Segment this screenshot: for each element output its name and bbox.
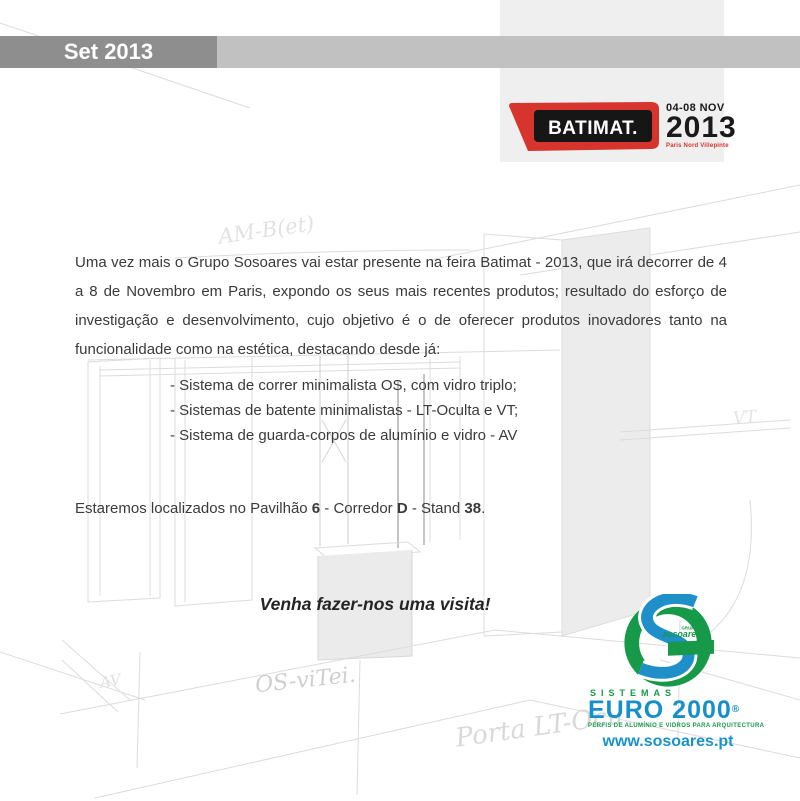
batimat-dates <box>666 102 737 149</box>
sosoares-logo-block <box>588 594 765 751</box>
invitation-text: Venha fazer-nos uma visita! <box>259 594 491 614</box>
header-bar <box>0 36 800 68</box>
stand-number: 38 <box>464 500 482 517</box>
website-link[interactable]: www.sosoares.pt <box>602 733 734 750</box>
grupo-sosoares-gs-icon <box>619 594 717 692</box>
sketch-annotation: AV <box>98 670 123 692</box>
pavilion-number: 6 <box>311 500 321 517</box>
batimat-venue: Paris Nord Villepinte <box>666 143 729 149</box>
euro2000-brand <box>588 698 748 722</box>
grupo-label: GRUPO <box>681 625 698 631</box>
batimat-name: BATIMAT. <box>548 118 638 139</box>
location-text: . <box>481 500 486 517</box>
euro2000-label: EURO 2000 <box>588 696 732 724</box>
batimat-flag-icon <box>505 98 665 156</box>
sketch-annotation: AM-B(et) <box>216 211 316 249</box>
registered-mark: ® <box>731 704 740 715</box>
intro-paragraph: Uma vez mais o Grupo Sosoares vai estar presente na feira Batimat - 2013, que irá decorrer de 4 a 8 de Novembro em Paris, expondo os seus mais recentes produtos; resultado do esforço de investigação e desenvolvimento, cujo objetivo é o de oferecer produtos inovadores tanto na funcionalidade como na estética, destacando desde já: <box>75 254 727 358</box>
list-item: - Sistema de correr minimalista OS, com vidro triplo; <box>170 377 517 394</box>
sosoares-label: sosoares <box>662 629 702 640</box>
batimat-date-range: 04-08 NOV <box>666 102 725 114</box>
list-item: - Sistema de guarda-corpos de alumínio e vidro - AV <box>170 427 518 444</box>
issue-date-label: Set 2013 <box>0 36 217 68</box>
product-list <box>170 373 518 448</box>
sketch-annotation: Porta LT-Ocu <box>453 700 626 754</box>
batimat-logo <box>505 98 737 156</box>
location-text: - Corredor <box>320 500 397 517</box>
corridor-letter: D <box>396 500 408 517</box>
sistemas-label: SISTEMAS <box>590 688 677 698</box>
location-text: - Stand <box>407 500 465 517</box>
sketch-annotation: VT <box>732 407 758 429</box>
batimat-year: 2013 <box>666 111 737 144</box>
sketch-annotation: OS-viTei. <box>253 662 357 699</box>
location-text: Estaremos localizados no Pavilhão <box>75 500 312 517</box>
stand-location <box>75 500 485 517</box>
brand-tagline: PERFIS DE ALUMÍNIO E VIDROS PARA ARQUITECTURA <box>588 723 765 729</box>
list-item: - Sistemas de batente minimalistas - LT-Oculta e VT; <box>170 402 519 419</box>
